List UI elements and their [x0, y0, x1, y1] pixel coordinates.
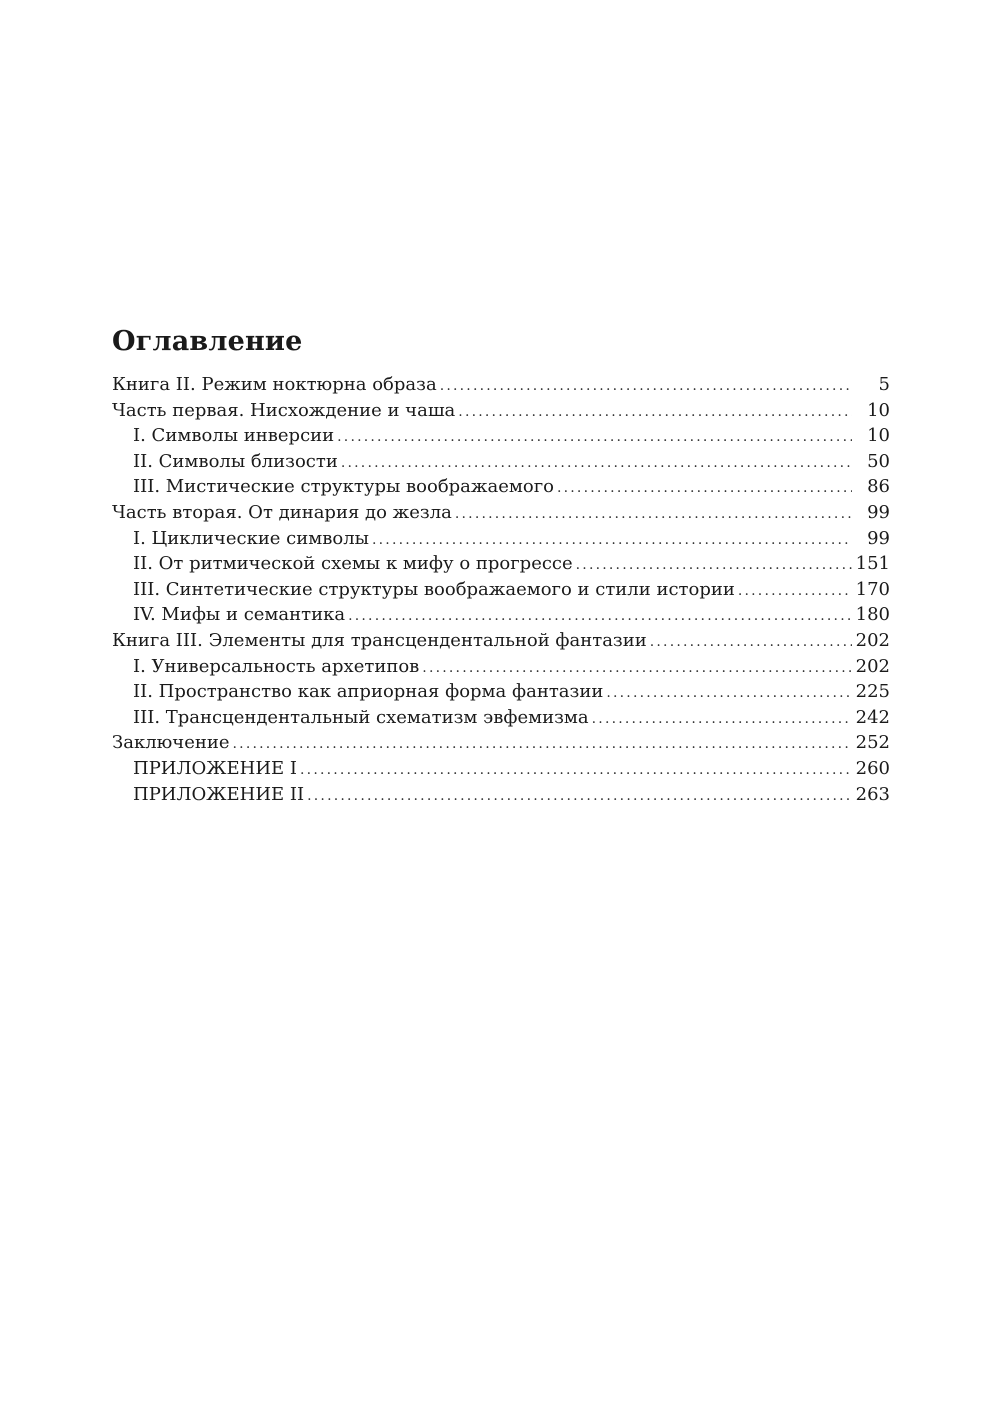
toc-entry-page: 151: [855, 553, 890, 575]
toc-entry: [112, 602, 890, 628]
toc-entry-label: Часть первая. Нисхождение и чаша: [112, 399, 456, 421]
toc-entry: [112, 756, 890, 782]
toc-entry-label: I. Циклические символы: [133, 527, 369, 549]
toc-entry-label: I. Универсальность архетипов: [133, 655, 420, 677]
toc-entry-page: 180: [855, 604, 890, 626]
toc-entry: [112, 654, 890, 680]
toc-entry-page: 86: [867, 476, 890, 498]
toc-entry-label: Заключение: [112, 732, 230, 754]
toc-entry: [112, 577, 890, 603]
toc-entry-page: 260: [855, 757, 890, 779]
toc-entry: [112, 705, 890, 731]
toc-entry-label: II. Символы близости: [133, 450, 338, 472]
toc-leader-dots: [738, 579, 852, 603]
toc-entry-label: Часть вторая. От динария до жезла: [112, 501, 452, 523]
toc-entry-label: ПРИЛОЖЕНИЕ I: [133, 757, 298, 779]
toc-list: [112, 372, 890, 807]
toc-entry-label: III. Синтетические структуры воображаемого и стили истории: [133, 578, 735, 600]
toc-entry-label: Книга III. Элементы для трансцендентальной фантазии: [112, 629, 647, 651]
toc-entry-label: Книга II. Режим ноктюрна образа: [112, 374, 437, 395]
toc-entry-label: III. Мистические структуры воображаемого: [133, 476, 554, 498]
toc-leader-dots: [576, 553, 852, 577]
toc-entry: [112, 398, 890, 424]
toc-entry-page: 5: [878, 374, 890, 395]
toc-leader-dots: [300, 758, 852, 782]
toc-entry-page: 50: [867, 450, 890, 472]
toc-entry-page: 10: [867, 399, 890, 421]
toc-entry: [112, 372, 890, 398]
toc-entry-label: III. Трансцендентальный схематизм эвфемизма: [133, 706, 589, 728]
toc-entry-label: II. От ритмической схемы к мифу о прогрессе: [133, 553, 573, 575]
toc-leader-dots: [372, 528, 852, 552]
toc-leader-dots: [307, 784, 852, 808]
toc-leader-dots: [458, 400, 852, 424]
toc-entry-page: 225: [855, 681, 890, 703]
toc-entry: [112, 449, 890, 475]
toc-entry: [112, 423, 890, 449]
toc-leader-dots: [557, 476, 852, 500]
toc-entry-page: 99: [867, 527, 890, 549]
toc-entry-page: 202: [855, 655, 890, 677]
toc-entry-page: 170: [855, 578, 890, 600]
toc-leader-dots: [337, 425, 852, 449]
toc-entry-label: II. Пространство как априорная форма фантазии: [133, 681, 604, 703]
toc-leader-dots: [422, 656, 851, 680]
toc-entry-page: 10: [867, 425, 890, 447]
toc-entry: [112, 474, 890, 500]
toc-entry-page: 202: [855, 629, 890, 651]
toc-entry-label: ПРИЛОЖЕНИЕ II: [133, 783, 305, 805]
toc-leader-dots: [348, 604, 852, 628]
toc-entry: [112, 526, 890, 552]
toc-entry: [112, 730, 890, 756]
toc-leader-dots: [233, 732, 852, 756]
table-of-contents: [112, 322, 890, 807]
toc-entry-page: 99: [867, 501, 890, 523]
page-title: Оглавление: [112, 326, 303, 357]
toc-entry: [112, 628, 890, 654]
toc-entry: [112, 782, 890, 808]
toc-entry-label: I. Символы инверсии: [133, 425, 335, 447]
toc-leader-dots: [455, 502, 852, 526]
toc-entry-page: 263: [855, 783, 890, 805]
toc-entry-label: IV. Мифы и семантика: [133, 604, 346, 626]
toc-entry-page: 252: [855, 732, 890, 754]
toc-leader-dots: [650, 630, 852, 654]
toc-entry-page: 242: [855, 706, 890, 728]
toc-entry: [112, 500, 890, 526]
toc-leader-dots: [592, 707, 852, 731]
toc-leader-dots: [341, 451, 852, 475]
toc-entry: [112, 551, 890, 577]
toc-leader-dots: [440, 374, 852, 398]
toc-leader-dots: [606, 681, 851, 705]
toc-entry: [112, 679, 890, 705]
